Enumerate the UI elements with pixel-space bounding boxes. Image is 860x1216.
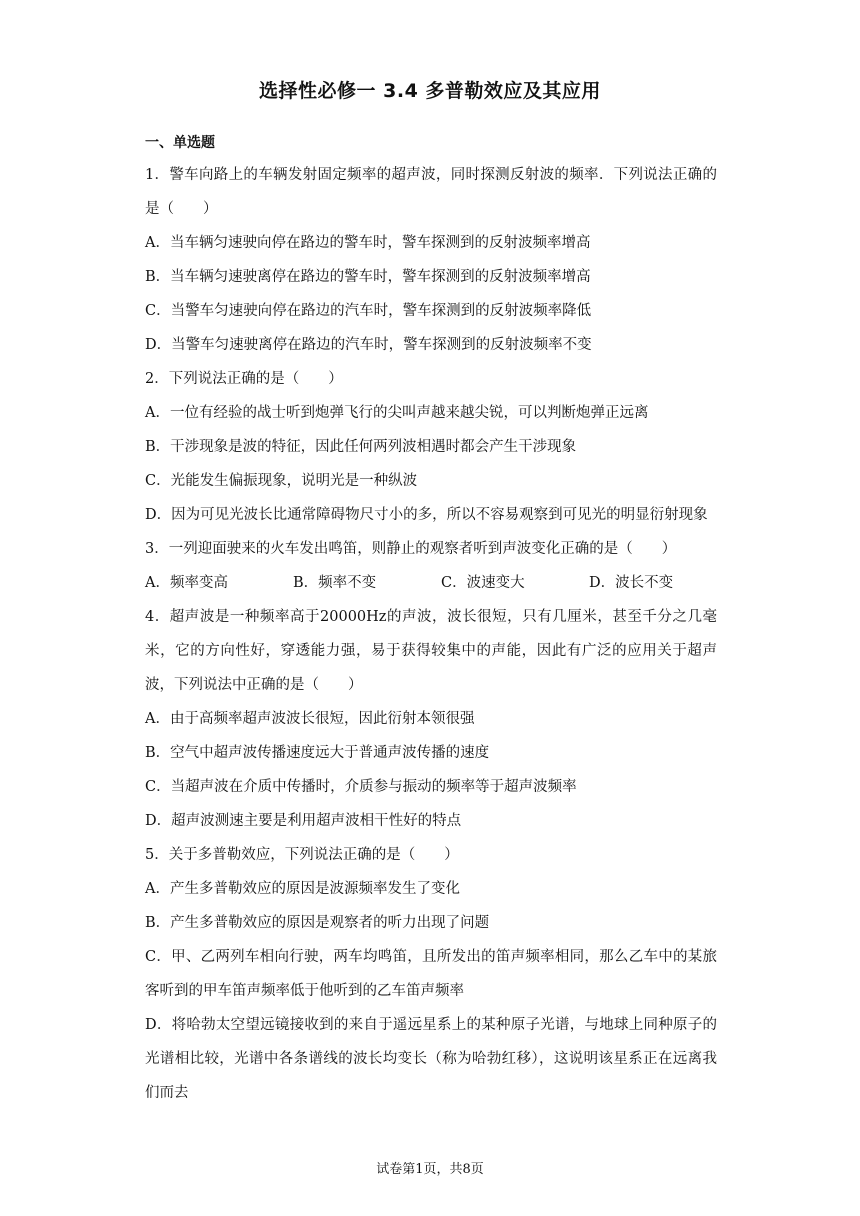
page-title: 选择性必修一 3.4 多普勒效应及其应用 <box>259 80 601 102</box>
option-a: A．频率变高 <box>145 575 228 591</box>
option-a: A．产生多普勒效应的原因是波源频率发生了变化 <box>145 881 460 897</box>
question-stem: 2．下列说法正确的是（ ） <box>145 371 343 387</box>
option-a: A．一位有经验的战士听到炮弹飞行的尖叫声越来越尖锐，可以判断炮弹正远离 <box>145 405 649 421</box>
option-row <box>145 566 717 600</box>
option-a: A．当车辆匀速驶向停在路边的警车时，警车探测到的反射波频率增高 <box>145 235 591 251</box>
option-b: B．产生多普勒效应的原因是观察者的听力出现了问题 <box>145 915 490 931</box>
question-4 <box>145 600 717 838</box>
option-a: A．由于高频率超声波波长很短，因此衍射本领很强 <box>145 711 475 727</box>
question-2 <box>145 362 717 532</box>
option-b: B．当车辆匀速驶离停在路边的警车时，警车探测到的反射波频率增高 <box>145 269 591 285</box>
question-5 <box>145 838 717 1110</box>
question-stem: 3．一列迎面驶来的火车发出鸣笛，则静止的观察者听到声波变化正确的是（ ） <box>145 541 677 557</box>
question-list <box>145 128 717 1110</box>
question-stem: 5．关于多普勒效应，下列说法正确的是（ ） <box>145 847 459 863</box>
option-c: C．波速变大 <box>441 575 525 591</box>
question-stem: 1．警车向路上的车辆发射固定频率的超声波，同时探测反射波的频率．下列说法正确的是（ ） <box>145 167 717 217</box>
section-heading: 一、单选题 <box>145 135 215 151</box>
option-d: D．因为可见光波长比通常障碍物尺寸小的多，所以不容易观察到可见光的明显衍射现象 <box>145 507 708 523</box>
option-d: D．超声波测速主要是利用超声波相干性好的特点 <box>145 813 462 829</box>
option-c: C．甲、乙两列车相向行驶，两车均鸣笛，且所发出的笛声频率相同，那么乙车中的某旅客听到的甲车笛声频率低于他听到的乙车笛声频率 <box>145 949 717 999</box>
question-1 <box>145 158 717 362</box>
question-stem: 4．超声波是一种频率高于20000Hz的声波，波长很短，只有几厘米，甚至千分之几毫米，它的方向性好，穿透能力强，易于获得较集中的声能，因此有广泛的应用关于超声波，下列说法中正确的是（ ） <box>145 609 717 693</box>
option-b: B．干涉现象是波的特征，因此任何两列波相遇时都会产生干涉现象 <box>145 439 577 455</box>
option-c: C．当警车匀速驶向停在路边的汽车时，警车探测到的反射波频率降低 <box>145 303 592 319</box>
option-b: B．空气中超声波传播速度远大于普通声波传播的速度 <box>145 745 490 761</box>
option-c: C．光能发生偏振现象，说明光是一种纵波 <box>145 473 418 489</box>
page-footer: 试卷第1页，共8页 <box>376 1162 484 1177</box>
option-d: D．当警车匀速驶离停在路边的汽车时，警车探测到的反射波频率不变 <box>145 337 592 353</box>
option-d: D．将哈勃太空望远镜接收到的来自于遥远星系上的某种原子光谱，与地球上同种原子的光谱相比较，光谱中各条谱线的波长均变长（称为哈勃红移），这说明该星系正在远离我们而去 <box>145 1017 717 1101</box>
option-d: D．波长不变 <box>589 575 674 591</box>
question-3 <box>145 532 717 600</box>
option-c: C．当超声波在介质中传播时，介质参与振动的频率等于超声波频率 <box>145 779 577 795</box>
option-b: B．频率不变 <box>293 575 377 591</box>
